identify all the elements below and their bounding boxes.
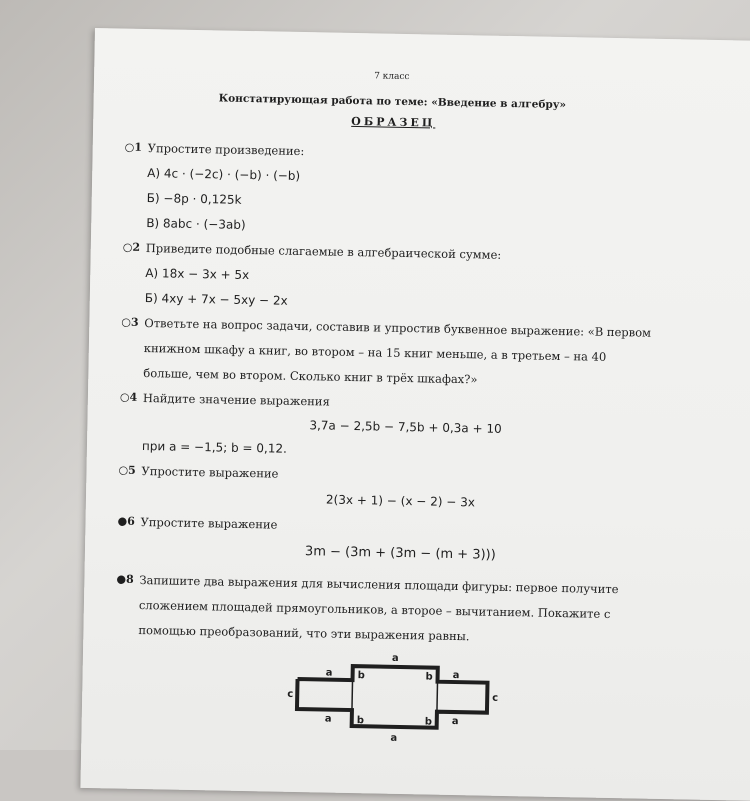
label-a-bottom-right: a bbox=[451, 715, 459, 728]
figure-inner-line bbox=[437, 682, 438, 712]
task-text: Упростите произведение: bbox=[147, 141, 305, 159]
label-c-right: c bbox=[492, 692, 499, 704]
task-text-line: больше, чем во втором. Сколько книг в трёх шкафах?» bbox=[143, 365, 478, 387]
task-condition: при a = −1,5; b = 0,12. bbox=[141, 438, 288, 456]
label-b-top-left: b bbox=[357, 670, 365, 682]
label-a-top: a bbox=[391, 652, 399, 664]
worksheet-title: Констатирующая работа по теме: «Введение в алгебру» bbox=[218, 92, 567, 112]
label-a-left: a bbox=[325, 667, 333, 679]
label-b-top-right: b bbox=[425, 671, 433, 683]
label-a-bottom-left: a bbox=[324, 713, 332, 725]
task-item: В) 8abc · (−3ab) bbox=[146, 216, 246, 232]
label-a-bottom: a bbox=[390, 732, 398, 744]
label-c-left: c bbox=[287, 688, 294, 700]
task-text-line: сложением площадей прямоугольников, а второе – вычитанием. Покажите с bbox=[138, 597, 611, 622]
task-text-line: Ответьте на вопрос задачи, составив и упростив буквенное выражение: «В первом bbox=[144, 316, 652, 340]
label-b-bottom-right: b bbox=[424, 716, 433, 728]
grade-label: 7 класс bbox=[374, 71, 410, 83]
task-item: А) 4c · (−2c) · (−b) · (−b) bbox=[147, 166, 301, 183]
task-text: Приведите подобные слагаемые в алгебраической сумме: bbox=[145, 241, 502, 262]
sample-heading: ОБРАЗЕЦ bbox=[351, 114, 436, 130]
area-figure bbox=[286, 647, 518, 751]
task-expression: 3,7a − 2,5b − 7,5b + 0,3a + 10 bbox=[309, 418, 502, 436]
task-expression: 3m − (3m + (3m − (m + 3))) bbox=[304, 544, 496, 563]
task-number: ○1 bbox=[124, 140, 143, 154]
figure-inner-line bbox=[352, 680, 353, 710]
task-number: ○5 bbox=[118, 463, 136, 477]
label-b-bottom-left: b bbox=[356, 715, 365, 727]
task-text-line: Запишите два выражения для вычисления площади фигуры: первое получите bbox=[139, 572, 619, 597]
task-text-line: книжном шкафу a книг, во втором – на 15 книг меньше, а в третьем – на 40 bbox=[143, 340, 607, 364]
worksheet-page bbox=[80, 28, 750, 801]
task-number: ○2 bbox=[122, 240, 141, 254]
task-number: ○4 bbox=[119, 390, 138, 404]
task-item: Б) −8p · 0,125k bbox=[146, 191, 242, 207]
task-text: Найдите значение выражения bbox=[142, 390, 330, 409]
label-a-right: a bbox=[452, 669, 460, 682]
task-number: ●8 bbox=[116, 572, 134, 586]
task-item: А) 18x − 3x + 5x bbox=[145, 266, 250, 283]
task-number: ○3 bbox=[121, 315, 139, 329]
task-expression: 2(3x + 1) − (x − 2) − 3x bbox=[325, 492, 476, 510]
task-text: Упростите выражение bbox=[140, 514, 278, 532]
task-item: Б) 4xy + 7x − 5xy − 2x bbox=[144, 291, 288, 308]
task-text-line: помощью преобразований, что эти выражения равны. bbox=[138, 622, 470, 644]
task-text: Упростите выражение bbox=[141, 463, 279, 481]
task-number: ●6 bbox=[117, 514, 135, 528]
